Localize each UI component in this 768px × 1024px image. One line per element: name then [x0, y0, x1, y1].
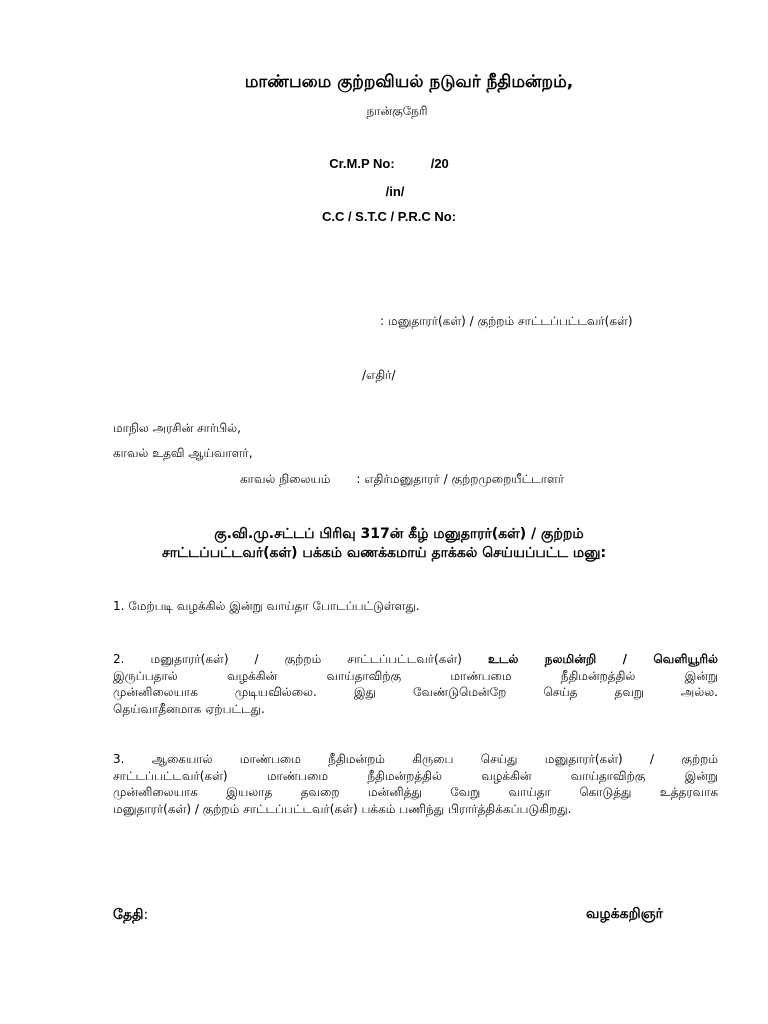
- respondent-line-1: மாநில அரசின் சார்பில்,: [113, 421, 241, 435]
- date-label: தேதி: [113, 907, 144, 923]
- paragraph-3-line-1: 3. ஆகையால் மாண்பமை நீதிமன்றம் கிருபை செய்து மனுதாரர்(கள்) / குற்றம்: [113, 752, 718, 766]
- advocate-signature-label: வழக்கறிஞர்: [586, 906, 663, 922]
- respondent-designation: : எதிர்மனுதாரர் / குற்றமுறையீட்டாளர்: [356, 472, 565, 486]
- versus-label: /எதிர்/: [362, 368, 396, 382]
- paragraph-3: [113, 751, 718, 817]
- paragraph-2: [113, 651, 718, 717]
- paragraph-3-line-2: சாட்டப்பட்டவர்(கள்) மாண்பமை நீதிமன்றத்தில் வழக்கின் வாய்தாவிற்கு இன்று: [113, 768, 718, 783]
- respondent-line-2: காவல் உதவி ஆய்வாளர்,: [113, 446, 253, 460]
- paragraph-2-line-3: முன்னிலையாக முடியவில்லை. இது வேண்டுமென்றே செய்த தவறு அல்ல.: [113, 685, 718, 699]
- paragraph-3-line-4: மனுதாரர்(கள்) / குற்றம் சாட்டப்பட்டவர்(கள்) பக்கம் பணிந்து பிரார்த்திக்கப்படுகிறது.: [113, 801, 572, 816]
- paragraph-2-line-4: தெய்வாதீனமாக ஏற்பட்டது.: [113, 701, 265, 716]
- date-field: [113, 907, 148, 925]
- court-place: நான்குநேரி: [366, 104, 428, 118]
- in-label: /in/: [385, 184, 405, 199]
- paragraph-2-text: 2. மனுதாரர்(கள்) / குற்றம் சாட்டப்பட்டவர்(கள்): [113, 652, 462, 666]
- paragraph-2-line-2: இருப்பதால் வழக்கின் வாய்தாவிற்கு மாண்பமை நீதிமன்றத்தில் இன்று: [113, 668, 718, 683]
- date-colon: :: [143, 907, 149, 923]
- court-title: மாண்பமை குற்றவியல் நடுவர் நீதிமன்றம்,: [244, 72, 574, 92]
- crmp-year: /20: [430, 156, 449, 171]
- petition-heading-line-2: சாட்டப்பட்டவர்(கள்) பக்கம் வணக்கமாய் தாக்கல் செய்யப்பட்ட மனு:: [161, 545, 607, 561]
- case-number-label: C.C / S.T.C / P.R.C No:: [321, 209, 457, 224]
- petitioner-designation: : மனுதாரர்(கள்) / குற்றம் சாட்டப்பட்டவர்(கள்): [380, 314, 633, 328]
- paragraph-2-line-1: [113, 651, 718, 668]
- crmp-number-line: [0, 156, 768, 171]
- paragraph-1: 1. மேற்படி வழக்கில் இன்று வாய்தா போடப்பட்டுள்ளது.: [113, 599, 420, 613]
- crmp-label: Cr.M.P No:: [329, 156, 395, 171]
- respondent-line-3: [240, 472, 564, 488]
- paragraph-2-bold-text: உடல் நலமின்றி / வெளியூரில்: [487, 652, 718, 666]
- petition-heading-line-1: கு.வி.மு.சட்டப் பிரிவு 317ன் கீழ் மனுதாரர்(கள்) / குற்றம்: [214, 526, 584, 542]
- police-station-label: காவல் நிலையம்: [240, 472, 331, 486]
- paragraph-3-line-3: முன்னிலையாக இயலாத தவறை மன்னித்து வேறு வாய்தா கொடுத்து உத்தரவாக: [113, 785, 718, 799]
